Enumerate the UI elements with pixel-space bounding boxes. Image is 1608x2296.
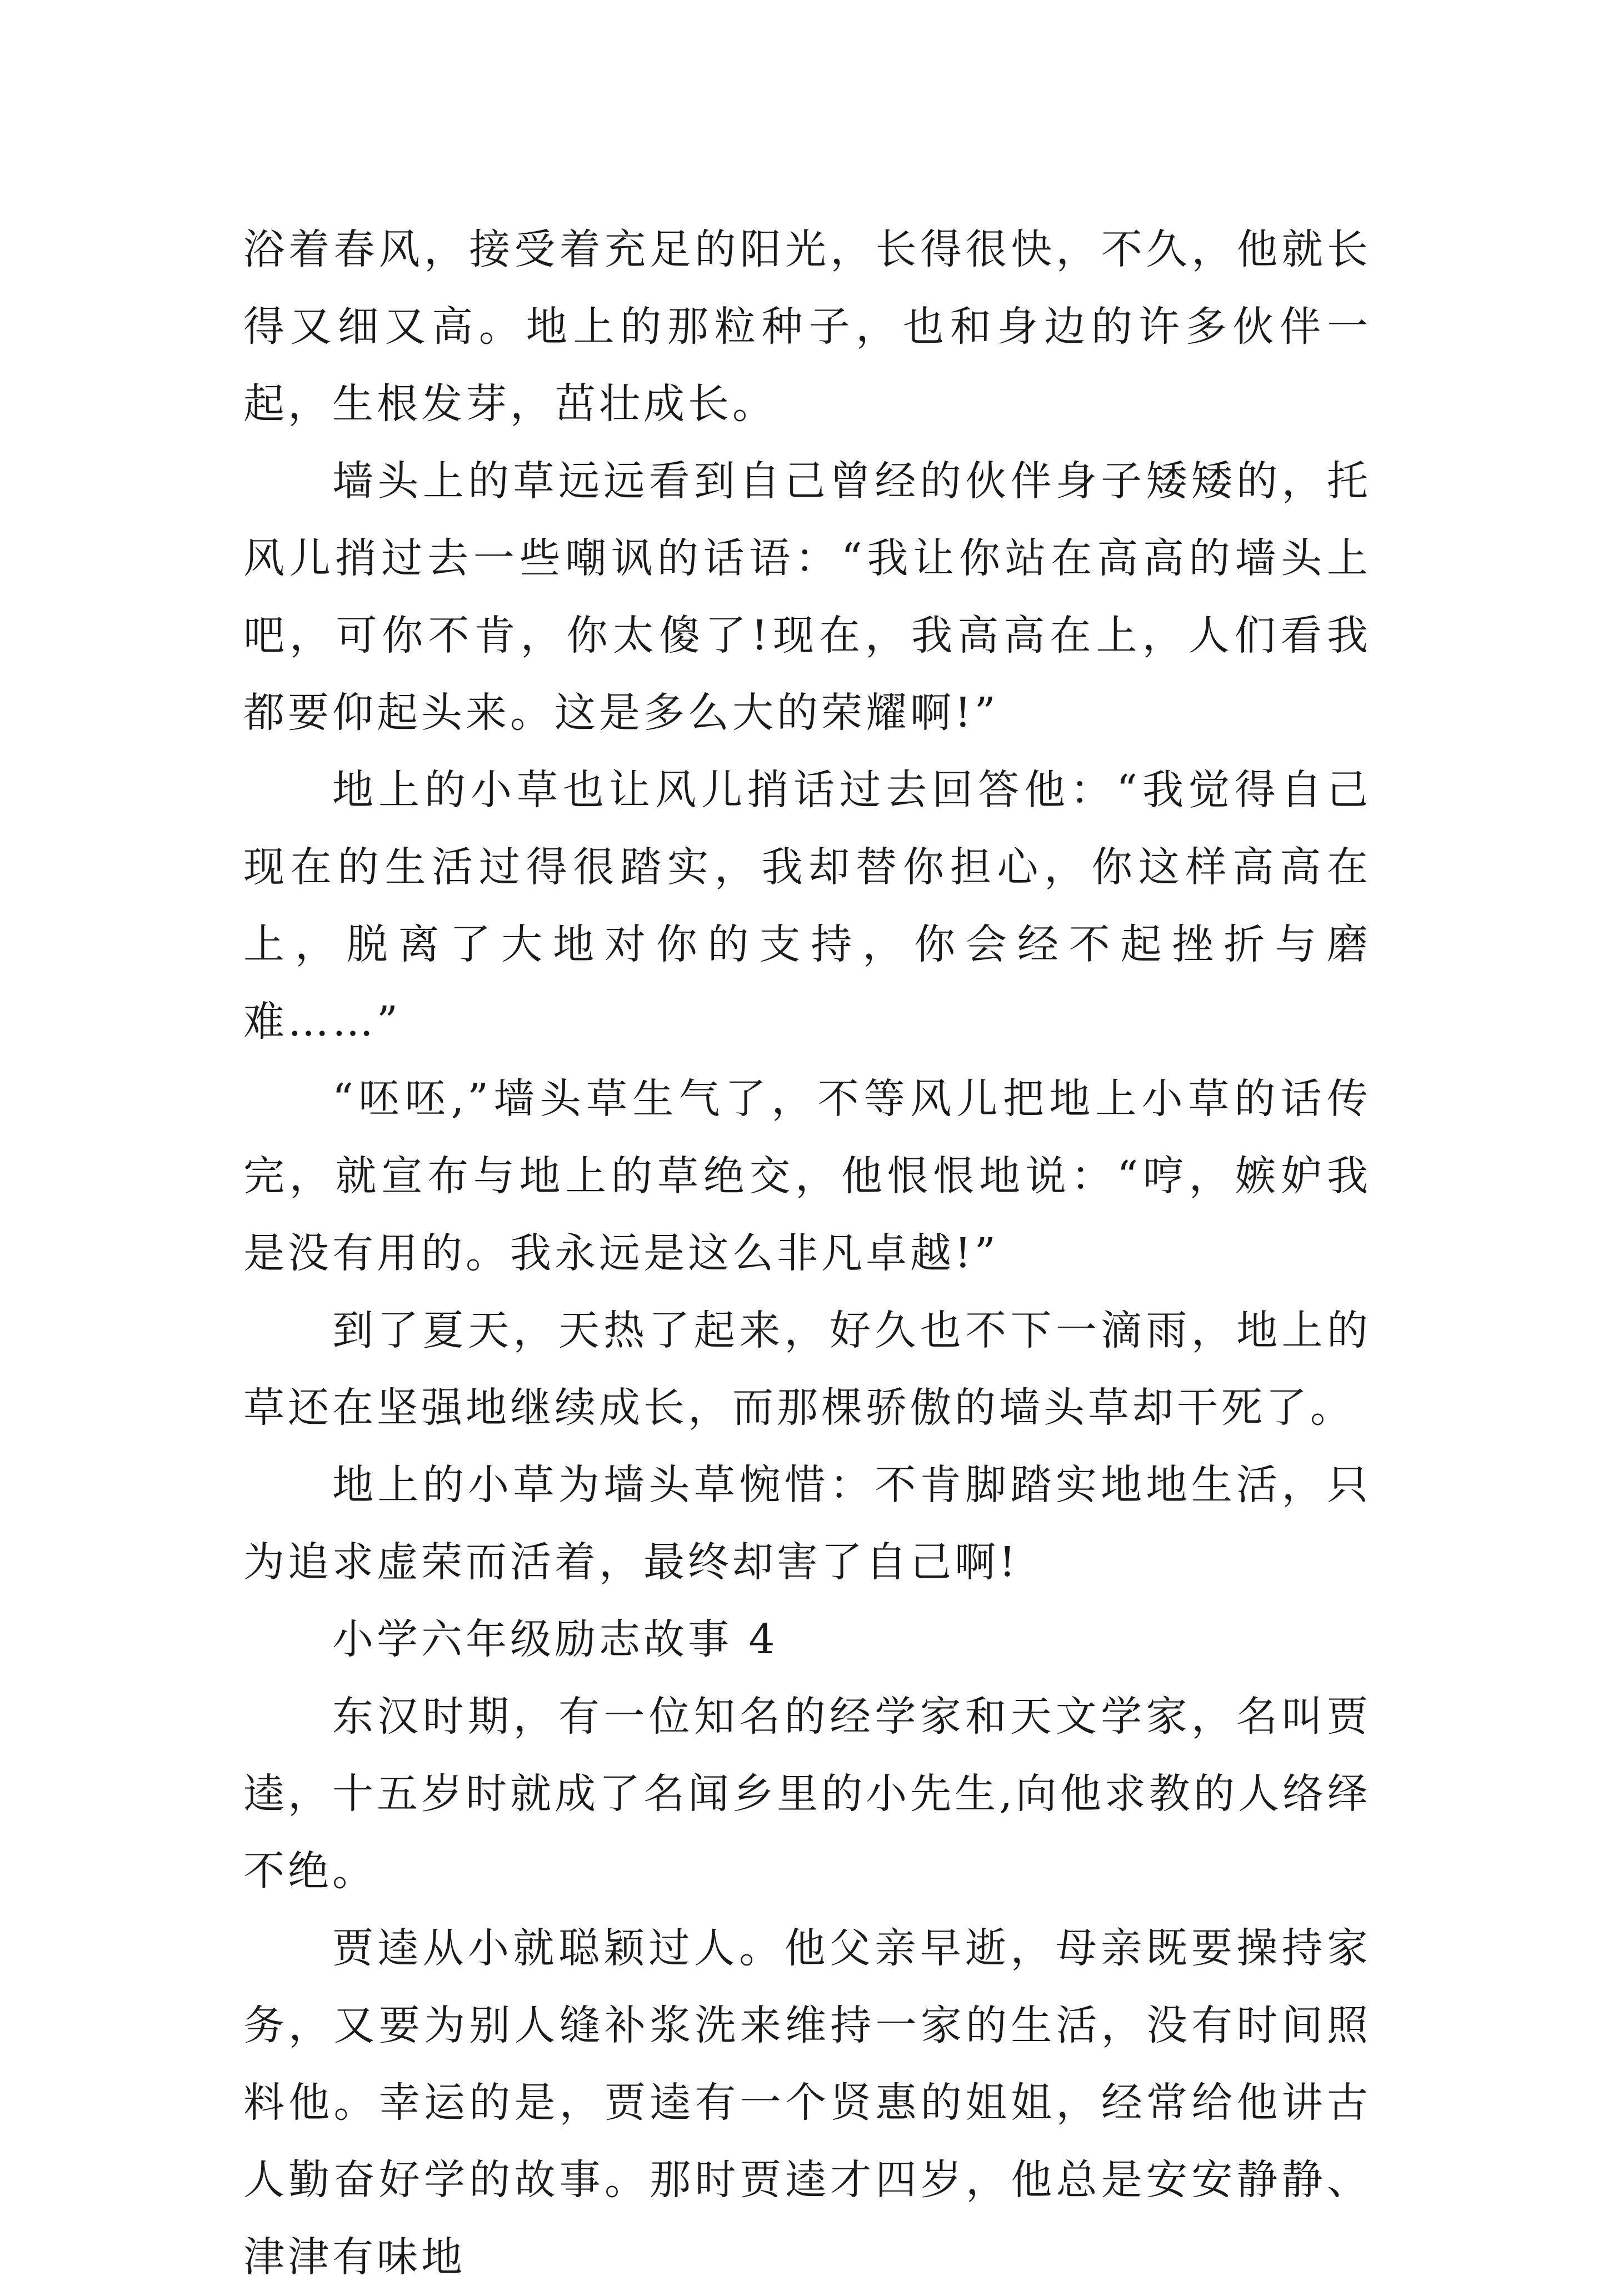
- paragraph-2: 墙头上的草远远看到自己曾经的伙伴身子矮矮的，托风儿捎过去一些嘲讽的话语：“我让你站在高高的墙头上吧，可你不肯，你太傻了!现在，我高高在上，人们看我都要仰起头来。这是多么大的荣耀啊!”: [243, 457, 1371, 737]
- paragraph-3: 地上的小草也让风儿捎话过去回答他：“我觉得自己现在的生活过得很踏实，我却替你担心，你这样高高在上，脱离了大地对你的支持，你会经不起挫折与磨难……”: [243, 766, 1371, 1046]
- document-body: [243, 211, 1371, 2296]
- section-heading: 小学六年级励志故事 4: [332, 1615, 778, 1663]
- paragraph-7: 东汉时期，有一位知名的经学家和天文学家，名叫贾逵，十五岁时就成了名闻乡里的小先生,向他求教的人络绎不绝。: [243, 1693, 1371, 1895]
- paragraph-5: 到了夏天，天热了起来，好久也不下一滴雨，地上的草还在坚强地继续成长，而那棵骄傲的墙头草却干死了。: [243, 1307, 1371, 1432]
- paragraph-1: 浴着春风，接受着充足的阳光，长得很快，不久，他就长得又细又高。地上的那粒种子，也和身边的许多伙伴一起，生根发芽，茁壮成长。: [243, 226, 1371, 428]
- paragraph-8: 贾逵从小就聪颖过人。他父亲早逝，母亲既要操持家务，又要为别人缝补浆洗来维持一家的生活，没有时间照料他。幸运的是，贾逵有一个贤惠的姐姐，经常给他讲古人勤奋好学的故事。那时贾逵才四岁，他总是安安静静、津津有味地: [243, 1924, 1371, 2281]
- paragraph-6: 地上的小草为墙头草惋惜：不肯脚踏实地地生活，只为追求虚荣而活着，最终却害了自己啊!: [243, 1461, 1371, 1586]
- paragraph-4: “呸呸,”墙头草生气了，不等风儿把地上小草的话传完，就宣布与地上的草绝交，他恨恨地说：“哼，嫉妒我是没有用的。我永远是这么非凡卓越!”: [243, 1075, 1371, 1277]
